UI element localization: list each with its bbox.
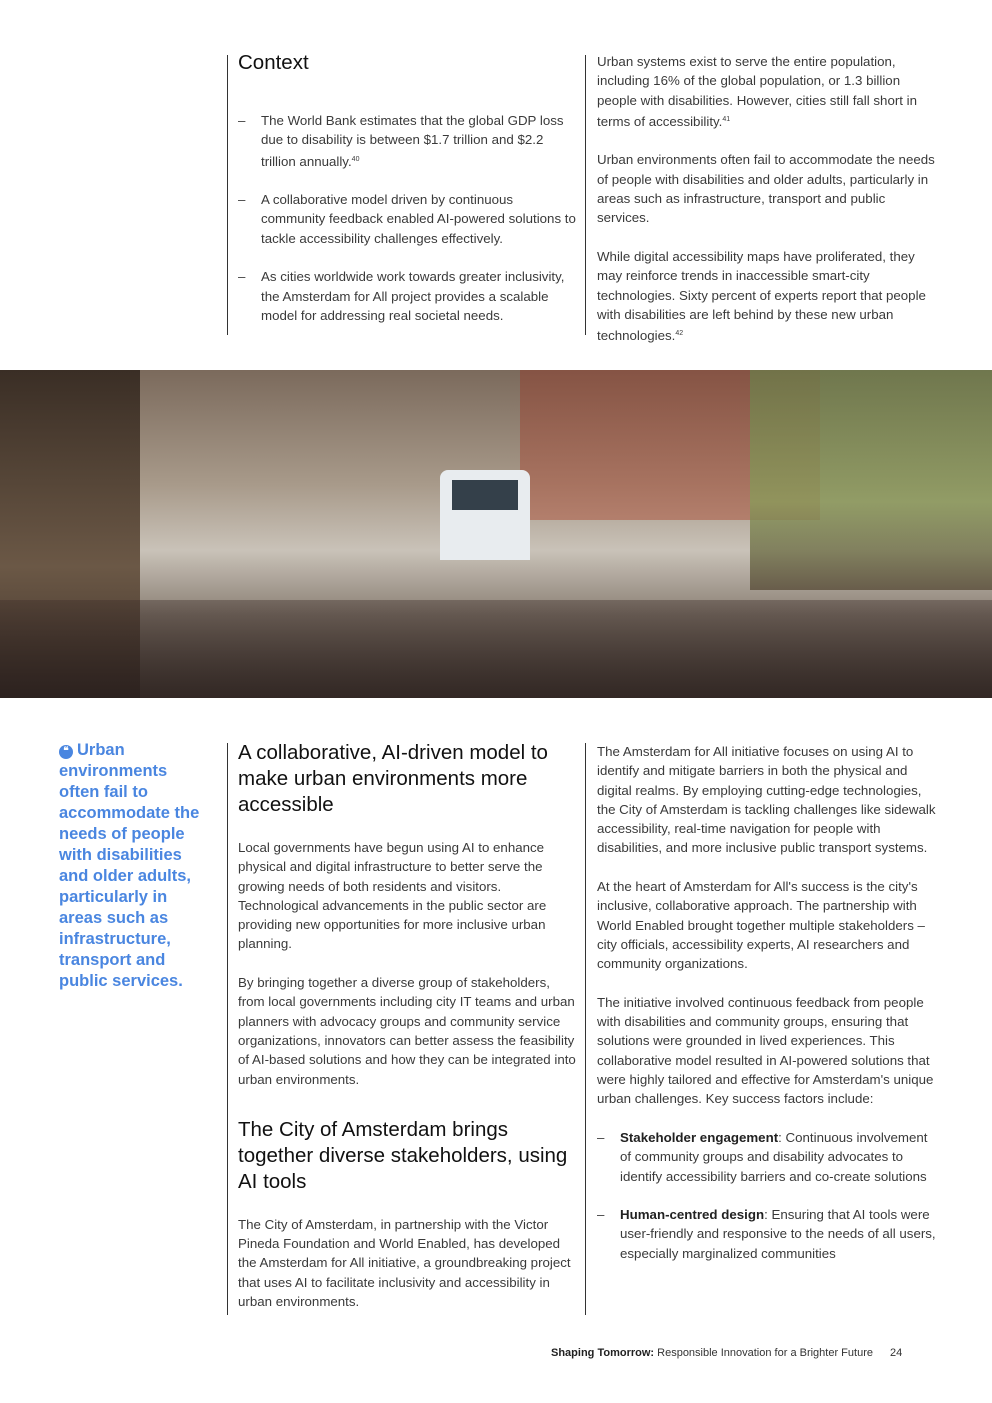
- footer-subtitle: Responsible Innovation for a Brighter Future: [654, 1347, 873, 1359]
- right-column: [597, 742, 937, 1282]
- footnote-ref: 41: [722, 115, 731, 123]
- quote-icon: ❝: [59, 745, 73, 759]
- paragraph: At the heart of Amsterdam for All's success is the city's inclusive, collaborative approach. The partnership with World Enabled brought together multiple stakeholders – city officials, accessibility experts, AI researchers and community organizations.: [597, 879, 925, 972]
- divider: [227, 743, 228, 1315]
- pull-quote: [59, 740, 209, 992]
- paragraph: Local governments have begun using AI to enhance physical and digital infrastructure to better serve the growing needs of both residents and visitors. Technological advancements in the public sector are providing new opportunities for more inclusive urban planning.: [238, 840, 547, 952]
- footer-title: Shaping Tomorrow:: [551, 1347, 655, 1359]
- text: Urban systems exist to serve the entire population, including 16% of the global population, or 1.3 billion people with disabilities. However, cities still fall short in terms of accessibility.: [597, 54, 918, 129]
- divider: [227, 55, 228, 335]
- page-number: 24: [890, 1347, 903, 1359]
- context-title: Context: [238, 51, 309, 74]
- bullet-text: : Ensuring that AI tools were user-friendly and responsive to the needs of all users, especially marginalized communities: [620, 1207, 936, 1261]
- divider: [585, 743, 586, 1315]
- text: Urban environments often fail to accommodate the needs of people with disabilities and older adults, particularly in areas such as infrastructure, transport and public services.: [597, 152, 935, 226]
- paragraph: [597, 247, 937, 345]
- context-right: [597, 52, 937, 365]
- footnote-ref: 40: [351, 155, 360, 163]
- section-title: The City of Amsterdam brings together diverse stakeholders, using AI tools: [238, 1117, 568, 1193]
- bullet-text: As cities worldwide work towards greater inclusivity, the Amsterdam for All project provides a scalable model for addressing real societal needs.: [261, 269, 565, 323]
- paragraph: The Amsterdam for All initiative focuses on using AI to identify and mitigate barriers in both the physical and digital realms. By employing cutting-edge technologies, the City of Amsterdam is tackling challenges like sidewalk accessibility, real-time navigation for people with disabilities, and more inclusive public transport systems.: [597, 744, 936, 856]
- divider: [585, 55, 586, 335]
- quote-text: Urban environments often fail to accommodate the needs of people with disabilities and older adults, particularly in areas such as infrastructure, transport and public services.: [59, 741, 200, 990]
- paragraph: [597, 150, 937, 227]
- bullet: [238, 190, 578, 248]
- bullet-text: A collaborative model driven by continuous community feedback enabled AI-powered solutions to tackle accessibility challenges effectively.: [261, 192, 576, 246]
- section-title: A collaborative, AI-driven model to make urban environments more accessible: [238, 741, 548, 816]
- bullet: [597, 1128, 937, 1186]
- bullet: [238, 267, 578, 325]
- text: While digital accessibility maps have proliferated, they may reinforce trends in inaccessible smart-city technologies. Sixty percent of experts report that people with disabilities are left behind by these new urban technologies.: [597, 248, 926, 344]
- footnote-ref: 42: [675, 330, 684, 338]
- context-section: [238, 50, 578, 345]
- paragraph: The initiative involved continuous feedback from people with disabilities and community groups, ensuring that solutions were grounded in lived experiences. This collaborative model resulted in AI-powered solutions that were highly tailored and effective for Amsterdam's unique urban challenges. Key success factors include:: [597, 994, 934, 1107]
- paragraph: [597, 52, 937, 131]
- bullet: [597, 1205, 937, 1263]
- paragraph: The City of Amsterdam, in partnership with the Victor Pineda Foundation and World Enabled, has developed the Amsterdam for All initiative, a groundbreaking project that uses AI to facilitate inclusivity and accessibility in urban environments.: [238, 1216, 571, 1310]
- bullet-term: Stakeholder engagement: [620, 1129, 779, 1145]
- bullet-text: : Continuous involvement of community groups and disability advocates to identify accessibility barriers and co-create solutions: [620, 1129, 928, 1184]
- footer: [551, 1347, 902, 1359]
- bullet-text: The World Bank estimates that the global GDP loss due to disability is between $1.7 trillion and $2.2 trillion annually.: [261, 113, 564, 169]
- bullet: [238, 111, 578, 171]
- paragraph: By bringing together a diverse group of stakeholders, from local governments including city IT teams and urban planners with advocacy groups and community service organizations, innovators can better assess the feasibility of AI-based solutions and how they can be integrated into urban environments.: [238, 975, 576, 1087]
- bullet-term: Human-centred design: [620, 1207, 765, 1223]
- street-photo-icon: [0, 370, 992, 698]
- main-column: [238, 740, 578, 1331]
